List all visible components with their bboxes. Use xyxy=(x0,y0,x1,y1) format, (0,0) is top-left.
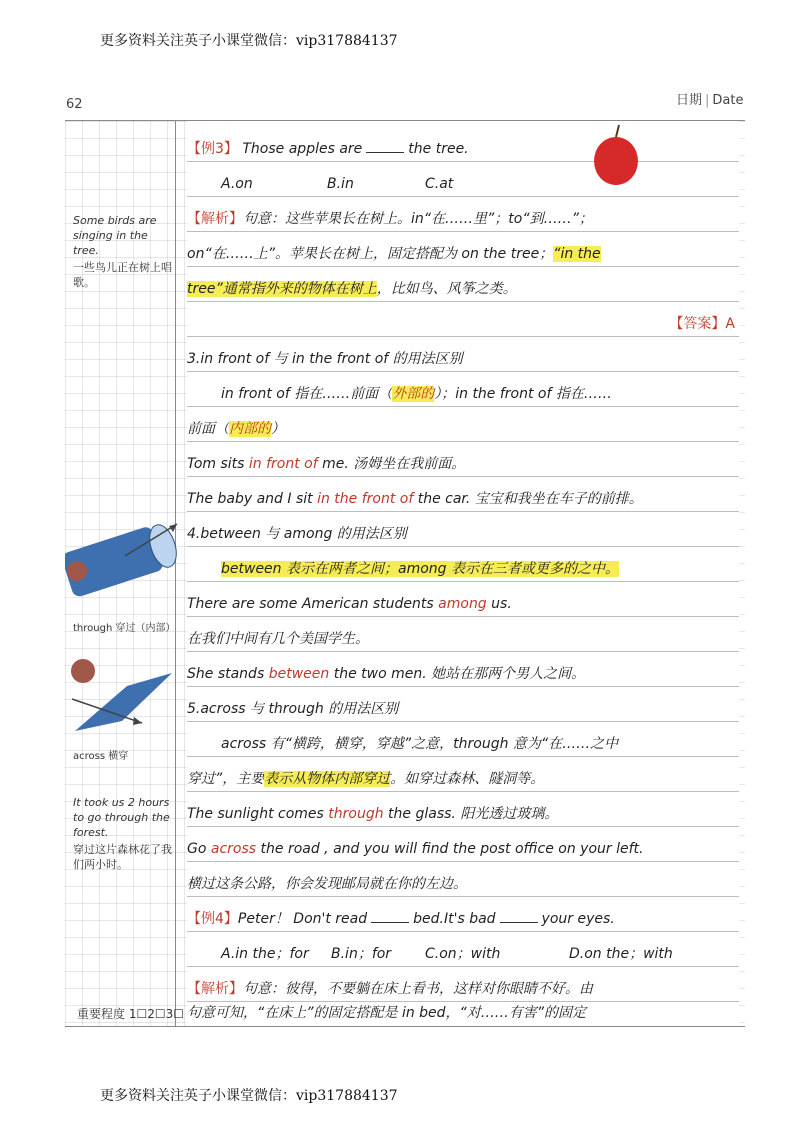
section-5-line-1 xyxy=(187,722,739,757)
date-label-cn: 日期 xyxy=(676,93,703,108)
s4-ex1-keyword: among xyxy=(438,596,487,612)
sidebar-note-1-cn: 一些鸟儿正在树上唱歌。 xyxy=(73,261,172,289)
analysis-line-1 xyxy=(187,197,739,232)
section-5-title-text: 5.across 与 through 的用法区别 xyxy=(187,701,399,717)
date-label xyxy=(676,89,743,108)
answer-line xyxy=(187,302,739,337)
example-4-part-c: your eyes. xyxy=(541,911,615,927)
section-3-line-2-pre: 前面（ xyxy=(187,421,229,437)
example-3-question xyxy=(187,127,739,162)
section-5-line-2-post: 。如穿过森林、隧洞等。 xyxy=(390,771,545,787)
analysis-line-1-text: 句意：这些苹果长在树上。in“在……里”；to“到……”； xyxy=(243,211,593,227)
section-3-highlight-inner: 内部的 xyxy=(229,421,271,437)
analysis-4-line-1-text: 句意：彼得，不要躺在床上看书，这样对你眼睛不好。由 xyxy=(243,981,593,997)
s5-ex2-cn: 横过这条公路，你会发现邮局就在你的左边。 xyxy=(187,876,467,892)
section-5-example-2 xyxy=(187,827,739,862)
answer-blank xyxy=(371,910,409,923)
analysis-line-3-text: ，比如鸟、风筝之类。 xyxy=(376,281,517,297)
example-4-options xyxy=(187,932,739,967)
example-4-part-b: bed.It's bad xyxy=(413,911,496,927)
date-separator: | xyxy=(705,93,710,108)
section-5-highlight: 表示从物体内部穿过 xyxy=(264,771,391,787)
across-caption: across 横穿 xyxy=(73,751,129,762)
s5-ex1-keyword: through xyxy=(328,806,384,822)
section-3-line-2-post: ） xyxy=(271,421,285,437)
s5-ex1-pre: The sunlight comes xyxy=(187,806,329,822)
sidebar-note-2-cn: 穿过这片森林花了我们两小时。 xyxy=(73,843,172,871)
s3-ex1-post: me. 汤姆坐在我前面。 xyxy=(317,456,466,472)
example-3-text-pre: Those apples are xyxy=(242,141,363,157)
section-3-example-2 xyxy=(187,477,739,512)
section-3-title xyxy=(187,337,739,372)
analysis-highlight-2: tree”通常指外来的物体在树上 xyxy=(187,281,377,297)
example-3-tag: 【例3】 xyxy=(187,141,238,157)
page-number: 62 xyxy=(66,97,83,112)
analysis-tag: 【解析】 xyxy=(187,211,243,227)
section-4-rule xyxy=(187,547,739,582)
section-3-line-1-pre: in front of 指在……前面（ xyxy=(221,386,393,402)
s3-ex2-pre: The baby and I sit xyxy=(187,491,318,507)
s3-ex2-keyword: in the front of xyxy=(317,491,414,507)
answer-blank xyxy=(366,140,404,153)
section-4-example-2 xyxy=(187,652,739,687)
example-4-part-a: Peter！ Don't read xyxy=(237,911,368,927)
analysis-line-3 xyxy=(187,267,739,302)
example-4-tag: 【例4】 xyxy=(187,911,238,927)
importance-rating: 重要程度 1☐2☐3☐ xyxy=(77,1007,184,1021)
main-column xyxy=(187,121,739,1026)
section-3-line-1-post: ）；in the front of 指在…… xyxy=(434,386,612,402)
s5-ex2-post: the road , and you will find the post office on your left. xyxy=(256,841,644,857)
section-3-title-text: 3.in front of 与 in the front of 的用法区别 xyxy=(187,351,463,367)
section-5-line-1-text: across 有“横跨，横穿，穿越”之意，through 意为“在……之中 xyxy=(221,736,619,752)
s5-ex2-pre: Go xyxy=(187,841,211,857)
sidebar-note-2-en: It took us 2 hours to go through the forest. xyxy=(73,796,170,839)
example-4-question xyxy=(187,897,739,932)
s4-ex1-cn: 在我们中间有几个美国学生。 xyxy=(187,631,369,647)
option-c: C.on；with xyxy=(425,946,501,962)
s5-ex2-keyword: across xyxy=(210,841,257,857)
header-note: 更多资料关注英子小课堂微信：vip317884137 xyxy=(100,33,398,49)
analysis-4-line-2 xyxy=(187,991,739,1026)
through-tunnel-illustration xyxy=(65,516,180,601)
analysis-highlight-1: “in the xyxy=(553,246,601,262)
s4-ex1-post: us. xyxy=(486,596,512,612)
answer-blank xyxy=(500,910,538,923)
option-a: A.in the；for xyxy=(221,946,309,962)
date-label-en: Date xyxy=(712,93,744,108)
section-4-highlight: between 表示在两者之间；among 表示在三者或更多的之中。 xyxy=(221,561,619,577)
section-4-title xyxy=(187,512,739,547)
example-3-text-post: the tree. xyxy=(408,141,469,157)
option-c: C.at xyxy=(425,176,454,192)
section-5-line-2 xyxy=(187,757,739,792)
option-b: B.in；for xyxy=(331,946,392,962)
option-d: D.on the；with xyxy=(569,946,673,962)
through-caption: through 穿过（内部） xyxy=(73,623,176,634)
s4-ex2-post: the two men. 她站在那两个男人之间。 xyxy=(329,666,586,682)
section-3-line-1 xyxy=(187,372,739,407)
section-5-example-1 xyxy=(187,792,739,827)
s3-ex1-pre: Tom sits xyxy=(187,456,249,472)
s5-ex1-post: the glass. 阳光透过玻璃。 xyxy=(383,806,559,822)
s3-ex1-keyword: in front of xyxy=(248,456,318,472)
s4-ex2-pre: She stands xyxy=(187,666,269,682)
option-b: B.in xyxy=(327,176,354,192)
analysis-4-line-2-text: 句意可知，“在床上”的固定搭配是 in bed，“对……有害”的固定 xyxy=(187,1005,587,1021)
sidebar-note-1-en: Some birds are singing in the tree. xyxy=(73,214,157,257)
answer-text: 【答案】A xyxy=(669,316,735,332)
s3-ex2-post: the car. 宝宝和我坐在车子的前排。 xyxy=(413,491,643,507)
section-4-title-text: 4.between 与 among 的用法区别 xyxy=(187,526,407,542)
sidebar-note-2 xyxy=(73,795,173,872)
section-4-example-1-cn xyxy=(187,617,739,652)
analysis-4-tag: 【解析】 xyxy=(187,981,243,997)
s4-ex2-keyword: between xyxy=(268,666,330,682)
footer-note: 更多资料关注英子小课堂微信：vip317884137 xyxy=(100,1088,398,1104)
section-3-highlight-outer: 外部的 xyxy=(392,386,435,402)
section-4-example-1 xyxy=(187,582,739,617)
section-3-line-2 xyxy=(187,407,739,442)
analysis-line-2 xyxy=(187,232,739,267)
section-5-title xyxy=(187,687,739,722)
option-a: A.on xyxy=(221,176,253,192)
section-3-example-1 xyxy=(187,442,739,477)
notebook-page xyxy=(65,120,745,1027)
s4-ex1-pre: There are some American students xyxy=(187,596,439,612)
section-5-example-2-cn xyxy=(187,862,739,897)
example-3-options xyxy=(187,162,739,197)
sidebar-note-1 xyxy=(73,213,173,290)
section-5-line-2-pre: 穿过”，主要 xyxy=(187,771,265,787)
across-illustration xyxy=(67,651,177,741)
analysis-line-2-text: on“在……上”。苹果长在树上，固定搭配为 on the tree； xyxy=(187,246,554,262)
